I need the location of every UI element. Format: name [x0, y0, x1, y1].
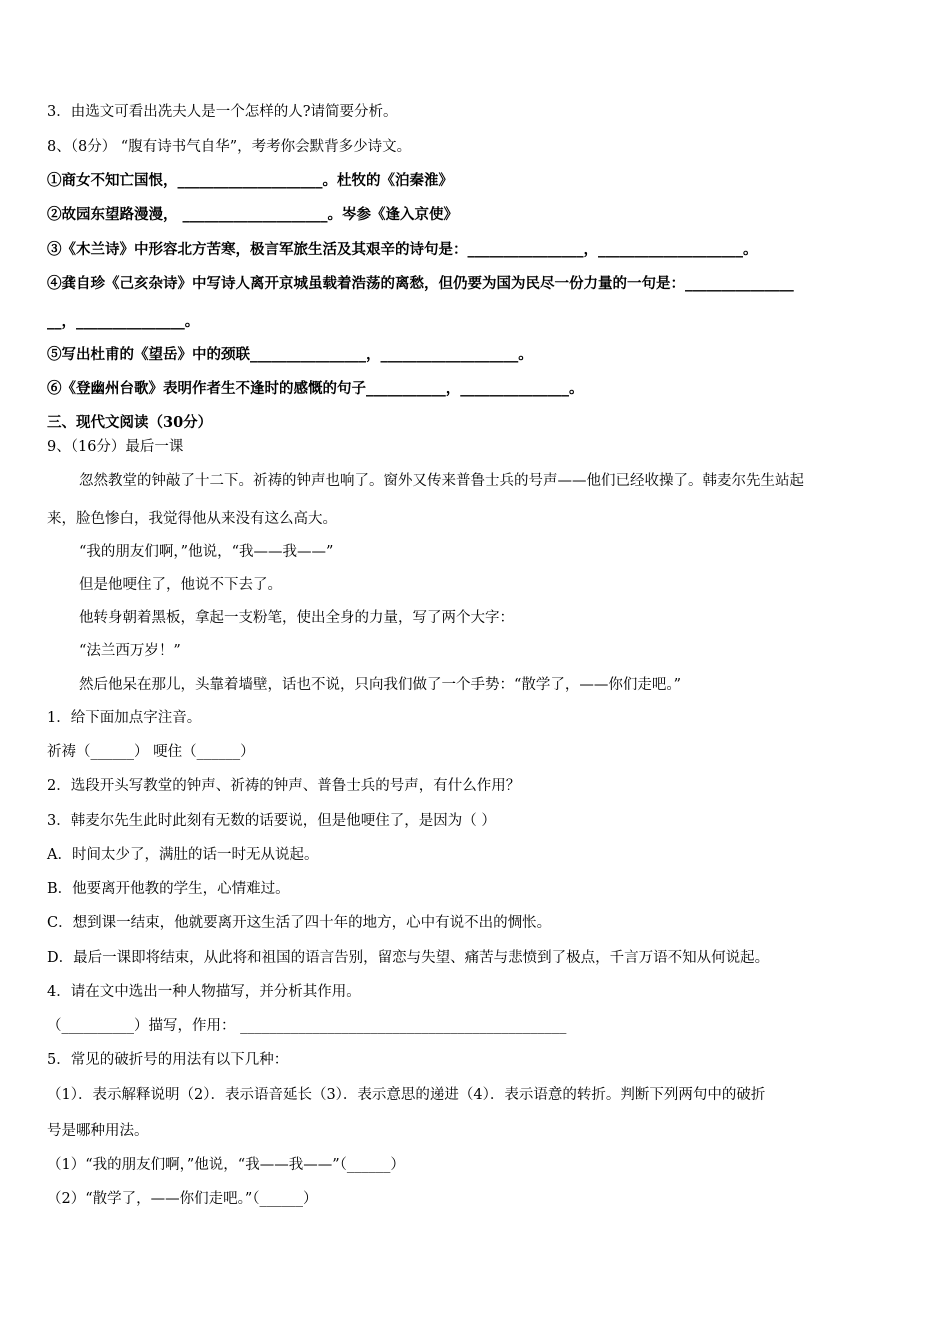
- dash-usage-list-continued: 号是哪种用法。: [47, 1123, 149, 1139]
- passage-paragraph-4: 他转身朝着黑板，拿起一支粉笔，使出全身的力量，写了两个大字：: [79, 610, 514, 626]
- option-d: D．最后一课即将结束，从此将和祖国的语言告别，留恋与失望、痛苦与悲愤到了极点，千言万语不知从何说起。: [47, 950, 770, 966]
- passage-paragraph-5: “法兰西万岁！”: [79, 643, 181, 659]
- section-3-heading: 三、现代文阅读（30分）: [47, 414, 213, 431]
- question-3-stem: 3．由选文可看出冼夫人是一个怎样的人?请简要分析。: [47, 104, 398, 120]
- sub-question-4-blanks: （__________）描写，作用： _____________________________________________: [47, 1018, 567, 1034]
- dash-sentence-1: （1）“我的朋友们啊，”他说，“我——我——”（______）: [47, 1157, 405, 1173]
- sub-question-1: 1．给下面加点字注音。: [47, 710, 202, 726]
- passage-paragraph-6: 然后他呆在那儿，头靠着墙壁，话也不说，只向我们做了一个手势：“散学了，——你们走吧。”: [79, 677, 682, 693]
- passage-paragraph-1-continued: 来，脸色惨白，我觉得他从来没有这么高大。: [47, 511, 337, 527]
- question-8-heading: 8、（8分） “腹有诗书气自华”，考考你会默背多少诗文。: [47, 139, 412, 155]
- passage-paragraph-3: 但是他哽住了，他说不下去了。: [79, 577, 282, 593]
- dash-usage-list: （1）．表示解释说明（2）．表示语音延长（3）．表示意思的递进（4）．表示语意的转折。判断下列两句中的破折: [47, 1087, 766, 1103]
- sub-question-4: 4．请在文中选出一种人物描写，并分析其作用。: [47, 984, 361, 1000]
- poem-fill-1: ①商女不知亡国恨，____________________。杜牧的《泊秦淮》: [47, 172, 453, 189]
- option-a: A．时间太少了，满肚的话一时无从说起。: [47, 847, 319, 863]
- passage-paragraph-2: “我的朋友们啊，”他说，“我——我——”: [79, 544, 334, 560]
- passage-paragraph-1: 忽然教堂的钟敲了十二下。祈祷的钟声也响了。窗外又传来普鲁士兵的号声——他们已经收操了。韩麦尔先生站起: [79, 473, 804, 489]
- poem-fill-5: ⑤写出杜甫的《望岳》中的颈联________________，___________________。: [47, 346, 533, 363]
- option-b: B．他要离开他教的学生，心情难过。: [47, 881, 290, 897]
- sub-question-2: 2．选段开头写教堂的钟声、祈祷的钟声、普鲁士兵的号声，有什么作用？: [47, 778, 521, 794]
- poem-fill-3: ③《木兰诗》中形容北方苦寒，极言军旅生活及其艰辛的诗句是：________________，____________________。: [47, 241, 758, 258]
- poem-fill-4: ④龚自珍《己亥杂诗》中写诗人离开京城虽载着浩荡的离愁，但仍要为国为民尽一份力量的一句是：_______________: [47, 275, 794, 292]
- sub-question-3: 3．韩麦尔先生此时此刻有无数的话要说，但是他哽住了，是因为（ ）: [47, 813, 496, 829]
- question-9-heading: 9、（16分）最后一课: [47, 439, 184, 455]
- sub-question-5: 5．常见的破折号的用法有以下几种：: [47, 1052, 289, 1068]
- poem-fill-2: ②故园东望路漫漫， ____________________。岑参《逢入京使》: [47, 206, 459, 223]
- sub-question-1-blanks: 祈祷（______） 哽住（______）: [47, 744, 255, 760]
- poem-fill-6: ⑥《登幽州台歌》表明作者生不逢时的感慨的句子___________，_______________。: [47, 380, 584, 397]
- poem-fill-4-continued: __，_______________。: [47, 313, 200, 330]
- dash-sentence-2: （2）“散学了，——你们走吧。”（______）: [47, 1191, 318, 1207]
- option-c: C．想到课一结束，他就要离开这生活了四十年的地方，心中有说不出的惆怅。: [47, 915, 552, 931]
